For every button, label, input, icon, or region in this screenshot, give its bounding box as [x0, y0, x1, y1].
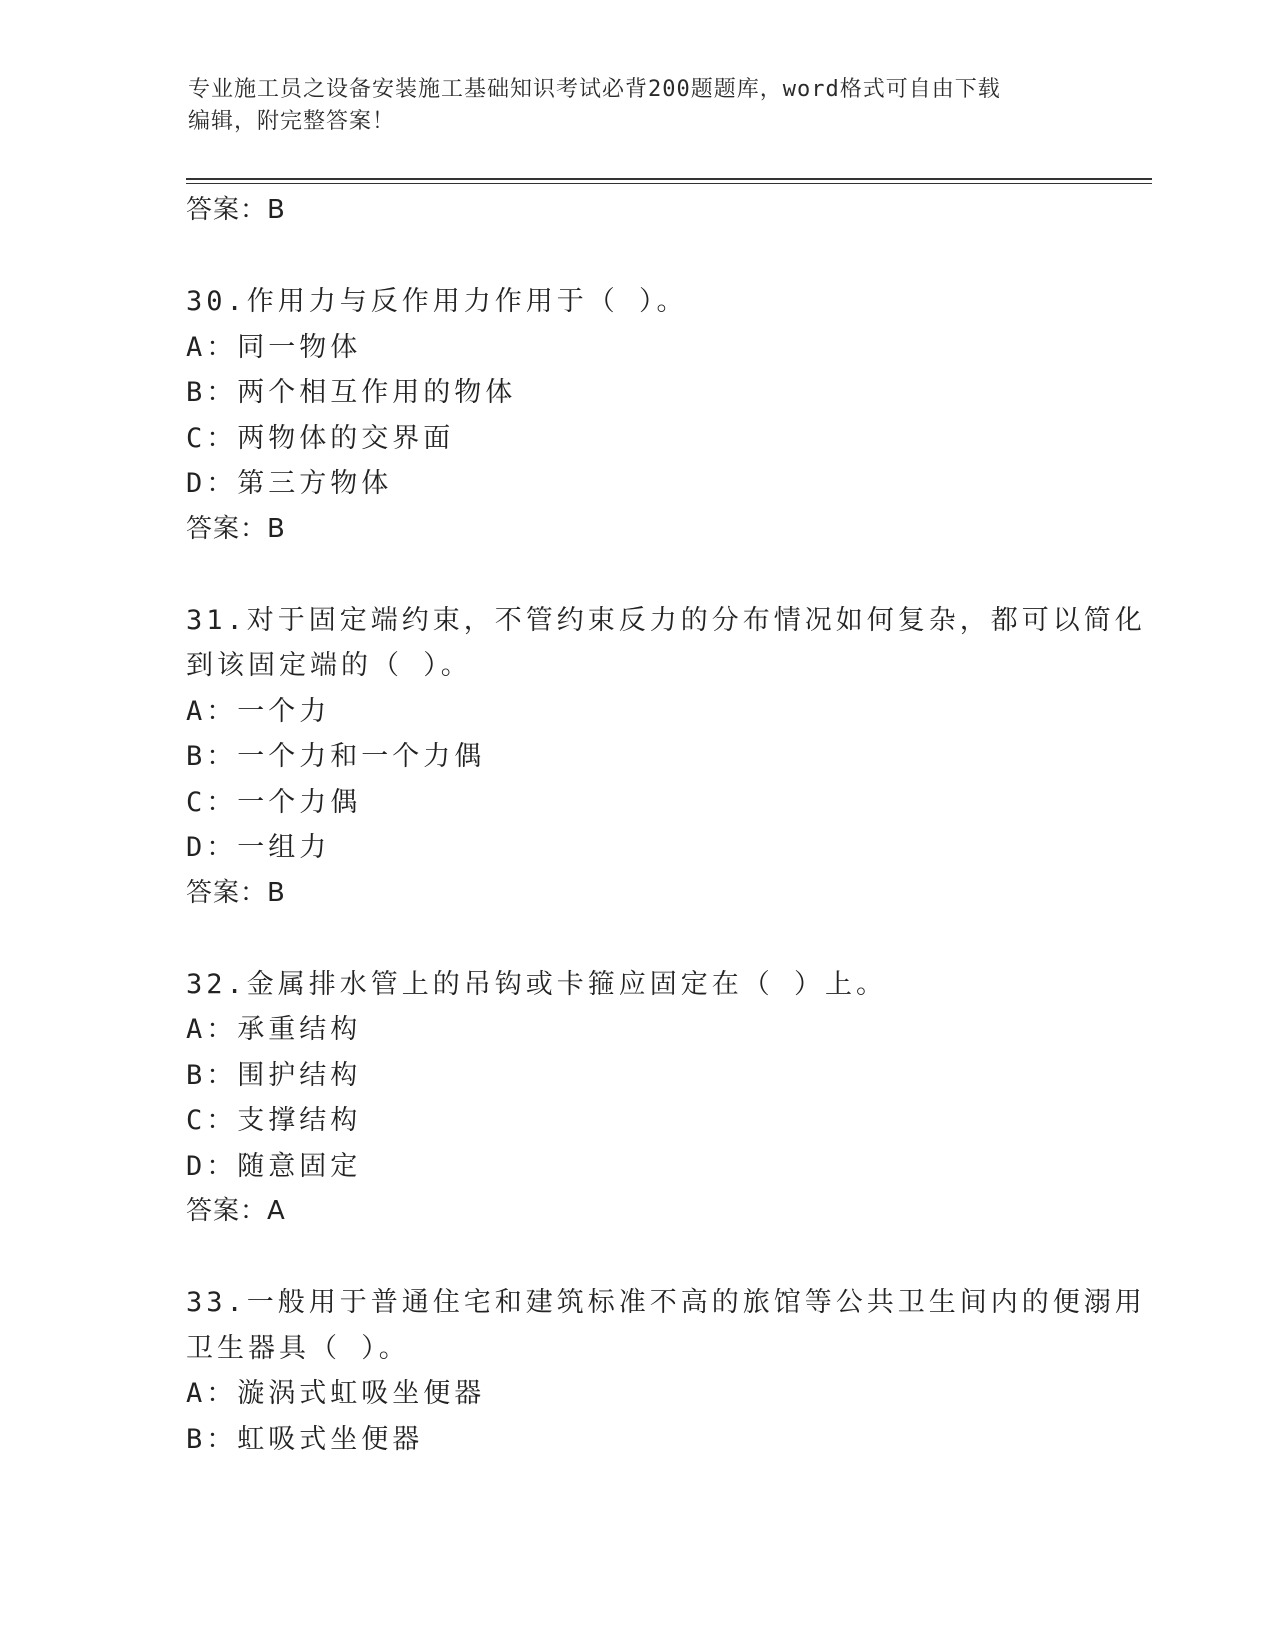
option-b: B：一个力和一个力偶 — [186, 741, 486, 772]
question-block — [186, 962, 1086, 1235]
header-divider — [186, 178, 1152, 180]
previous-answer: 答案：B — [186, 195, 286, 225]
option-d: D：一组力 — [186, 832, 331, 863]
question-stem: 30.作用力与反作用力作用于（ ）。 — [186, 286, 688, 317]
question-block — [186, 1280, 1146, 1462]
header-line-1: 专业施工员之设备安装施工基础知识考试必背200题题库，word格式可自由下载 — [188, 77, 1001, 102]
option-b: B：虹吸式坐便器 — [186, 1423, 424, 1455]
question-stem-continued: 卫生器具（ ）。 — [186, 1332, 410, 1364]
question-list — [186, 188, 1146, 1462]
option-a: A：承重结构 — [186, 1014, 362, 1045]
option-a: A：一个力 — [186, 695, 331, 727]
option-a: A：同一物体 — [186, 331, 362, 363]
option-c: C：支撑结构 — [186, 1105, 362, 1136]
document-header — [188, 74, 1068, 138]
header-line-2: 编辑，附完整答案！ — [188, 109, 396, 134]
header-divider-thin — [186, 183, 1152, 184]
answer-line: 答案：B — [186, 877, 286, 908]
question-stem-continued: 到该固定端的（ ）。 — [186, 650, 472, 681]
option-d: D：随意固定 — [186, 1150, 362, 1182]
answer-line: 答案：B — [186, 513, 286, 544]
question-stem: 31.对于固定端约束，不管约束反力的分布情况如何复杂，都可以简化 — [186, 604, 1146, 636]
question-block — [186, 598, 1146, 917]
question-block — [186, 279, 1086, 552]
option-b: B：两个相互作用的物体 — [186, 377, 517, 408]
option-d: D：第三方物体 — [186, 468, 393, 499]
question-stem: 32.金属排水管上的吊钩或卡箍应固定在（ ）上。 — [186, 968, 888, 1000]
option-a: A：漩涡式虹吸坐便器 — [186, 1378, 486, 1409]
option-c: C：两物体的交界面 — [186, 422, 455, 454]
question-stem: 33.一般用于普通住宅和建筑标准不高的旅馆等公共卫生间内的便溺用 — [186, 1287, 1146, 1318]
option-b: B：围护结构 — [186, 1059, 362, 1091]
answer-line: 答案：A — [186, 1196, 286, 1226]
option-c: C：一个力偶 — [186, 786, 362, 818]
